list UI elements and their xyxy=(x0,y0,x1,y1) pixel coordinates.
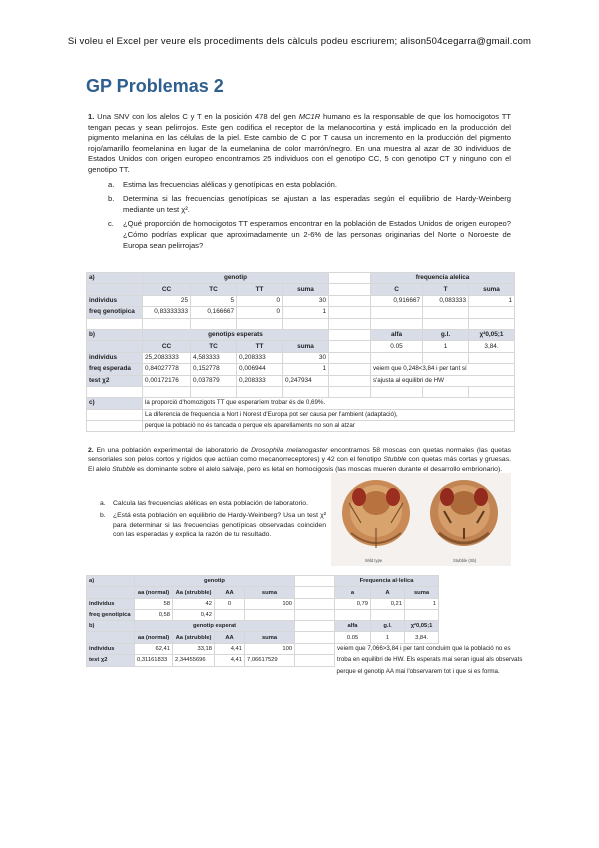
table-row: test χ2 0,00172176 0,037879 0,208333 0,247934 s'ajusta al equilibri de HW xyxy=(87,375,515,386)
table-row: La diferencia de frequencia a Nort i Norest d'Europa pot ser causa per l'ambient (adaptació), xyxy=(87,409,515,420)
problem2-question-b: b. ¿Está esta población en equilibrio de Hardy-Weinberg? Usa un test χ² para determinar si las frecuencias genotípicas observadas coinciden con las esperadas y explica la razón de tu resultado. xyxy=(100,512,326,539)
table-row: b) genotip esperat alfa g.l. χ²0,05;1 xyxy=(87,621,527,632)
problem2-question-a: a. Calcula las frecuencias alélicas en esta población de laboratorio. xyxy=(100,500,308,507)
table-row xyxy=(87,318,515,329)
table-row: individus 25 5 0 30 0,916667 0,083333 1 xyxy=(87,295,515,306)
problem2-sheet-b xyxy=(86,620,527,677)
drosophila-photo xyxy=(331,473,511,566)
problem2-sheet-a xyxy=(86,575,439,622)
table-row: individus 25,2083333 4,583333 0,208333 30 xyxy=(87,352,515,363)
table-row: perque el genotip AA mai l'observarem tot i que si es forma. xyxy=(336,667,500,675)
problem1-intro-a: Una SNV con los alelos C y T en la posición 478 del gen xyxy=(97,112,299,121)
table-row: freq genotipica 0,83333333 0,166667 0 1 xyxy=(87,307,515,318)
drosophila-illustration xyxy=(331,473,511,566)
table-row: freq genotipica 0,58 0,42 xyxy=(87,610,439,621)
problem1-gene: MC1R xyxy=(298,112,321,121)
page-title: GP Problemas 2 xyxy=(86,76,224,96)
problem1-question-b: b. Determina si las frecuencias genotípicas se ajustan a las esperadas según el equilibrio de Hardy-Weinberg mediante un test χ². xyxy=(108,194,511,214)
problem1-statement xyxy=(88,112,511,251)
table-row: a) genotip Frequencia al·lelica xyxy=(87,576,439,587)
problem2-questions xyxy=(88,496,326,540)
stubble-fly-icon xyxy=(430,480,498,546)
table-row: CC TC TT suma C T suma xyxy=(87,284,515,295)
table-row: perque la població no és tancada o perque els aparellaments no son al atzar xyxy=(87,421,515,432)
table-row: CC TC TT suma 0.05 1 3,84. xyxy=(87,341,515,352)
problem1-question-c: c. ¿Qué proporción de homocigotos TT esperamos encontrar en la población de Estados Unidos de origen europeo? ¿Cómo podrías explicar que aproximadamente un 2-6% de las personas originarias del Norte o Noroeste de Europa sean pelirrojas? xyxy=(108,219,511,250)
table-row: individus 58 42 0 100 0,79 0,21 1 xyxy=(87,598,439,609)
problem1-sheet xyxy=(86,272,515,432)
problem1-question-a: a. Estima las frecuencias alélicas y genotípicas en esta población. xyxy=(108,179,338,189)
problem1-intro-b: humano es la responsable de que los homocigotos TT tengan pecas y sean pelirrojos. Este gen codifica el receptor de la melanocortina y está implicado en la producción del pigmento melanina en las células de la piel. Este cambio de C por T causa un incremento en la producción del pigmento rojo/amarillo feomelanina en lugar de la eumelanina de color marrón/negro. En una muestra al azar de 30 individuos de Estados Unidos con origen europeo encontramos 25 individuos con el genotipo CC, 5 con genotipo CT y ninguno con el genotipo TT. xyxy=(88,112,511,174)
caption-stubble: Stubble (Sb) xyxy=(453,558,477,563)
table-row xyxy=(87,386,515,397)
problem2-intro-top: 2. En una población experimental de laboratorio de Drosophila melanogaster encontramos 58 moscas con quetas normales (las quetas sensoriales son pelos cortos y rígidos que actúan como mecanorreceptores) y 42 con el fenotipo Stubble con quetas más cortas y gruesas. El alelo Stubble es dominante sobre el alelo salvaje, pero es letal en homocigosis (las moscas mueren durante el desarrollo embrionario). xyxy=(88,447,512,473)
table-row: individus 62,41 33,18 4,41 100 veiem que 7,066>3,84 i per tant concluim que la població no es xyxy=(87,643,527,654)
table-row: c) la proporció d'homozigots TT que esperaríem trobar és de 0,69%. xyxy=(87,398,515,409)
table-row: freq esperada 0,84027778 0,152778 0,006944 1 veiem que 0,248<3,84 i per tant sí xyxy=(87,364,515,375)
caption-wild-type: Wild type xyxy=(365,558,383,563)
table-row: a) genotip frequencia alelica xyxy=(87,273,515,284)
header-note: Si voleu el Excel per veure els procediments dels càlculs podeu escriurem; alison504cegarra@gmail.com xyxy=(67,36,532,47)
table-row: b) genotips esperats alfa g.l. χ²0,05;1 xyxy=(87,329,515,340)
table-row: test χ2 0,31161833 2,34455696 4,41 7,06617529 troba en equilibri de HW. Els esperats mai seran igual als observats xyxy=(87,655,527,666)
problem1-number: 1. xyxy=(88,112,95,121)
table-row: aa (normal) Aa (strubble) AA suma a A suma xyxy=(87,587,439,598)
table-row: aa (normal) Aa (strubble) AA suma 0.05 1 3,84. xyxy=(87,632,527,643)
